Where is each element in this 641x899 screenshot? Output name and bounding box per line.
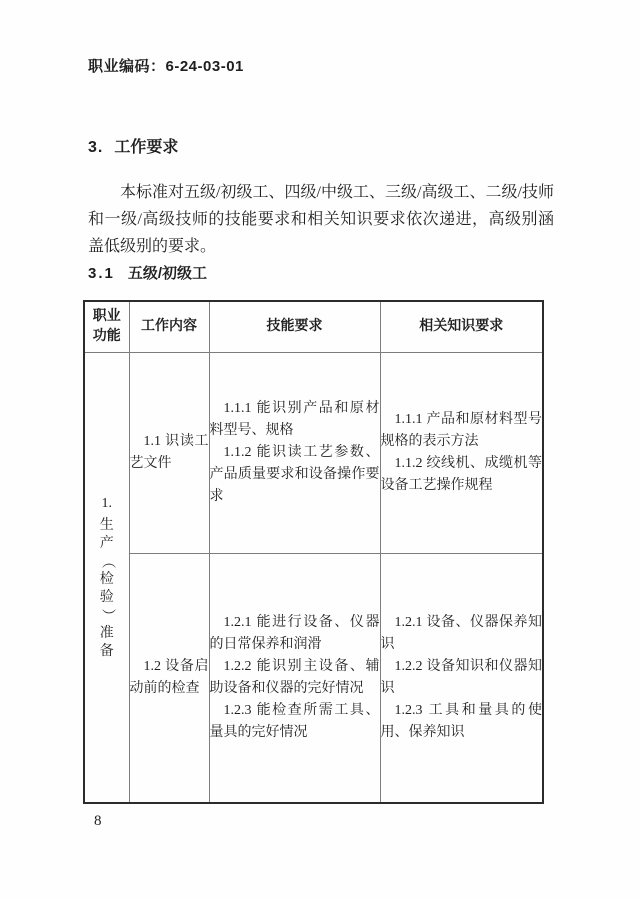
function-char: （: [99, 554, 115, 569]
skill-item: 1.2.2 能识别主设备、辅助设备和仪器的完好情况: [209, 658, 380, 696]
skill-item: 1.2.3 能检查所需工具、量具的完好情况: [209, 702, 380, 740]
function-cell: [84, 353, 129, 803]
work-content-text: 1.2 设备启动前的检查: [129, 658, 209, 696]
col-header-work-content: 工作内容: [129, 301, 209, 353]
function-char: 检: [99, 571, 114, 587]
table-row: [84, 353, 543, 554]
requirements-table-wrap: [83, 300, 544, 804]
table-header-row: [84, 301, 543, 353]
function-char: 备: [99, 643, 114, 659]
knowledge-item: 1.2.1 设备、仪器保养知识: [380, 614, 542, 652]
knowledge-item: 1.2.3 工具和量具的使用、保养知识: [380, 702, 542, 740]
col-header-function: 职业功能: [84, 301, 129, 353]
section-number: 3.: [88, 139, 104, 156]
knowledge-item: 1.1.2 绞线机、成缆机等设备工艺操作规程: [380, 456, 542, 493]
skill-requirements-cell: [209, 353, 380, 554]
function-char: 准: [99, 625, 114, 641]
subsection-title: 五级/初级工: [127, 265, 208, 282]
work-content-text: 1.1 识读工艺文件: [129, 434, 209, 471]
skill-item: 1.1.2 能识读工艺参数、产品质量要求和设备操作要求: [209, 445, 380, 504]
col-header-knowledge: 相关知识要求: [380, 301, 543, 353]
function-char: 产: [99, 535, 114, 551]
function-char: ）: [99, 608, 115, 623]
table-row: [84, 554, 543, 803]
col-header-skill: 技能要求: [209, 301, 380, 353]
knowledge-requirements-cell: [380, 353, 543, 554]
page-number: 8: [94, 813, 102, 829]
skill-requirements-cell: [209, 554, 380, 803]
work-content-cell: [129, 353, 209, 554]
subsection-heading: [88, 262, 207, 283]
knowledge-requirements-cell: [380, 554, 543, 803]
occupation-code: 职业编码：6-24-03-01: [88, 58, 244, 75]
function-char: 验: [99, 589, 114, 605]
subsection-number: 3.1: [88, 265, 115, 282]
intro-paragraph: 本标准对五级/初级工、四级/中级工、三级/高级工、二级/技师和一级/高级技师的技能要求和相关知识要求依次递进，高级别涵盖低级别的要求。: [88, 184, 554, 255]
requirements-table: [83, 300, 544, 804]
vertical-function-label: [85, 496, 129, 659]
knowledge-item: 1.2.2 设备知识和仪器知识: [380, 658, 542, 696]
section-heading: [88, 134, 178, 157]
function-char: 生: [99, 517, 114, 533]
function-char: 1.: [101, 495, 112, 511]
skill-item: 1.1.1 能识别产品和原材料型号、规格: [209, 401, 380, 438]
section-title: 工作要求: [114, 139, 179, 156]
skill-item: 1.2.1 能进行设备、仪器的日常保养和润滑: [209, 614, 380, 652]
knowledge-item: 1.1.1 产品和原材料型号规格的表示方法: [380, 412, 542, 449]
work-content-cell: [129, 554, 209, 803]
